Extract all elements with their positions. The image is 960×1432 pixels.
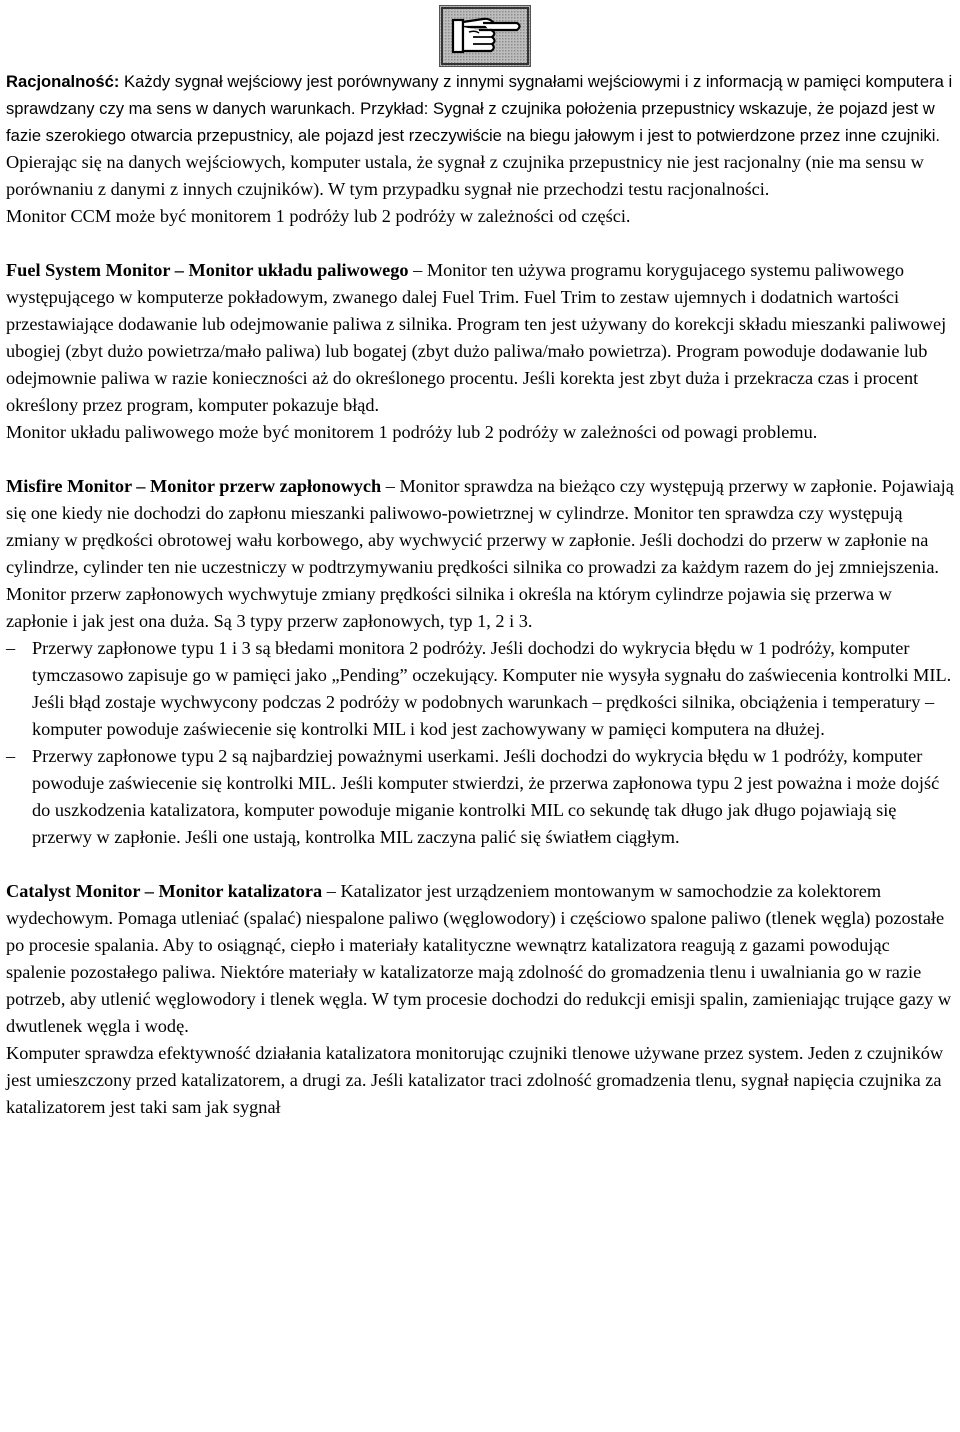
catalyst-paragraph-2: Komputer sprawdza efektywność działania katalizatora monitorując czujniki tlenowe używane przez system. Jeden z czujników jest umieszczony przed katalizatorem, a drugi za. Jeśli katalizator traci zdolność gromadzenia tlenu, sygnał napięcia czujnika za katalizatorem jest taki sam jak sygnał [6, 1043, 944, 1117]
catalyst-paragraph [6, 878, 954, 1040]
list-item [6, 635, 954, 743]
list-item-text: Przerwy zapłonowe typu 2 są najbardziej poważnymi userkami. Jeśli dochodzi do wykrycia błędu w 1 podróży, komputer powoduje zaświecenie się kontrolki MIL. Jeśli komputer stwierdzi, że przerwa zapłonowa typu 2 jest poważna i może dojść do uszkodzenia katalizatora, komputer powoduje miganie kontrolki MIL co sekundę tak długo jak długo pojawiają się przerwy w zapłonie. Jeśli one ustają, kontrolka MIL zaczyna palić się światłem ciągłym. [32, 746, 940, 847]
misfire-title: Misfire Monitor – Monitor przerw zapłonowych [6, 476, 382, 496]
rationality-paragraph [6, 68, 954, 203]
list-dash: – [6, 638, 16, 658]
fuel-system-text: – Monitor ten używa programu korygujacego systemu paliwowego występującego w komputerze pokładowym, zwanego dalej Fuel Trim. Fuel Trim to zestaw ujemnych i dodatnich wartości przestawiające dodawanie lub odejmowanie paliwa z silnika. Program ten jest używany do korekcji składu mieszanki paliwowej ubogiej (zbyt dużo powietrza/mało paliwa) lub bogatej (zbyt dużo paliwa/mało powietrza). Program powoduje dodawanie lub odejmownie paliwa w razie konieczności aż do określonego procentu. Jeśli korekta jest zbyt duża i przekracza czas i procent określony przez program, komputer pokazuje błąd. [6, 260, 947, 415]
catalyst-title: Catalyst Monitor – Monitor katalizatora [6, 881, 323, 901]
fuel-system-paragraph [6, 257, 954, 419]
misfire-text: – Monitor sprawdza na bieżąco czy występują przerwy w zapłonie. Pojawiają się one kiedy nie dochodzi do zapłonu mieszanki paliwowo-powietrznej w cylindrze. Monitor ten sprawdza czy występują zmiany w prędkości obrotowej wału korbowego, aby wychwycić przerwy w zapłonie. Jeśli dochodzi do przerw w zapłonie na cylindrze, cylinder ten nie uczestniczy w podtrzymywaniu prędkości silnika co prowadzi za każdym razem do jej zmniejszenia. Monitor przerw zapłonowych wychwytuje zmiany prędkości silnika i określa na którym cylindrze pojawia się przerwa w zapłonie i jak jest ona duża. Są 3 typy przerw zapłonowych, typ 1, 2 i 3. [6, 476, 954, 631]
list-dash: – [6, 746, 16, 766]
rationality-title: Racjonalność: [6, 72, 120, 91]
rationality-text: Każdy sygnał wejściowy jest porównywany z innymi sygnałami wejściowymi i z informacją w pamięci komputera i sprawdzany czy ma sens w danych warunkach. Przykład: Sygnał z czujnika położenia przepustnicy wskazuje, że pojazd jest w fazie szerokiego otwarcia przepustnicy, ale pojazd jest rzeczywiście na biegu jałowym i jest to potwierdzone przez inne czujniki. [6, 72, 953, 145]
fuel-system-title: Fuel System Monitor – Monitor układu paliwowego [6, 260, 409, 280]
list-item-text: Przerwy zapłonowe typu 1 i 3 są błedami monitora 2 podróży. Jeśli dochodzi do wykrycia błędu w 1 podróży, komputer tymczasowo zapisuje go w pamięci jako „Pending” oczekujący. Komputer nie wysyła sygnału do zaświecenia kontrolki MIL. Jeśli błąd zostaje wychwycony podczas 2 podróży w podobnych warunkach – prędkości silnika, obciążenia i temperatury – komputer powoduje zaświecenie się kontrolki MIL i kod jest zachowywany w pamięci komputera na dłużej. [32, 638, 952, 739]
fuel-system-note: Monitor układu paliwowego może być monitorem 1 podróży lub 2 podróży w zależności od powagi problemu. [6, 422, 818, 442]
pointing-hand-note-icon [439, 5, 531, 67]
catalyst-text: – Katalizator jest urządzeniem montowanym w samochodzie za kolektorem wydechowym. Pomaga utleniać (spalać) niespalone paliwo (węglowodory) i częściowo spalone paliwo (tlenek węgla) pozostałe po procesie spalania. Aby to osiągnąć, ciepło i materiały katalityczne wewnątrz katalizatora reagują z gazami powodując spalenie pozostałego paliwa. Niektóre materiały w katalizatorze mają zdolność do gromadzenia tlenu i uwalniania go w razie potrzeb, aby utlenić węglowodory i tlenek węgla. W tym procesie dochodzi do redukcji emisji spalin, zamieniając trujące gazy w dwutlenek węgla i wodę. [6, 881, 952, 1036]
rationality-text-2: Opierając się na danych wejściowych, komputer ustala, że sygnał z czujnika przepustnicy nie jest racjonalny (nie ma sensu w porównaniu z danymi z innych czujników). W tym przypadku sygnał nie przechodzi testu racjonalności. [6, 152, 924, 199]
ccm-note: Monitor CCM może być monitorem 1 podróży lub 2 podróży w zależności od części. [6, 206, 631, 226]
list-item [6, 743, 954, 851]
misfire-paragraph [6, 473, 954, 635]
document-body [6, 68, 954, 1121]
